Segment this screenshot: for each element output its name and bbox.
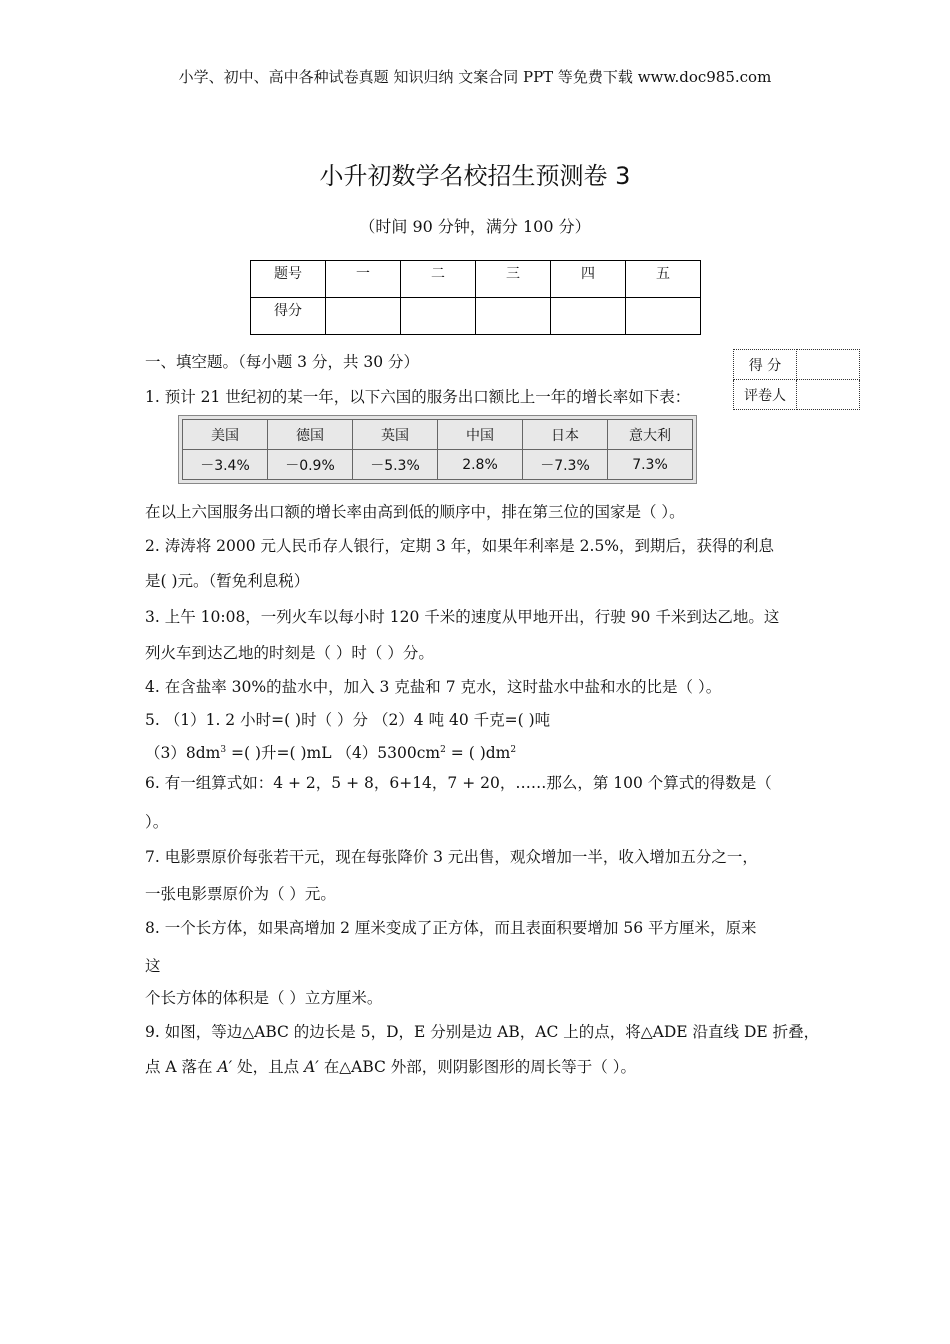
question-4: 4. 在含盐率 30%的盐水中，加入 3 克盐和 7 克水，这时盐水中盐和水的比是（ ）。 xyxy=(145,678,722,696)
score-cell[interactable] xyxy=(401,298,476,335)
country-cell: 日本 xyxy=(523,420,608,450)
page-title: 小升初数学名校招生预测卷 3 xyxy=(319,162,631,190)
rate-cell: 7.3% xyxy=(608,450,693,480)
question-7-cont: 一张电影票原价为（ ）元。 xyxy=(145,885,336,903)
question-6-cont: ）。 xyxy=(145,813,169,831)
growth-rate-table xyxy=(178,415,697,484)
score-col-3: 三 xyxy=(476,261,551,298)
score-col-2: 二 xyxy=(401,261,476,298)
grader-name-label: 评卷人 xyxy=(734,380,797,410)
score-table-header-label: 题号 xyxy=(251,261,326,298)
question-9-cont: 点 A 落在 A′ 处，且点 A′ 在△ABC 外部，则阴影图形的周长等于（ ）。 xyxy=(145,1058,636,1076)
question-5-cont: $(3)8dm^3$ =( )升=( )mL $(4)5300cm^2$ = ( )$dm^2$ xyxy=(145,744,517,762)
question-2-cont: 是( )元。（暂免利息税） xyxy=(145,572,310,590)
rate-cell: －5.3% xyxy=(353,450,438,480)
score-cell[interactable] xyxy=(626,298,701,335)
score-cell[interactable] xyxy=(326,298,401,335)
grader-score-cell[interactable] xyxy=(797,350,860,380)
a-prime-symbol: A′ xyxy=(304,1058,319,1076)
exam-subtitle: （时间 90 分钟，满分 100 分） xyxy=(359,217,591,236)
score-col-4: 四 xyxy=(551,261,626,298)
question-3-cont: 列火车到达乙地的时刻是（ ）时（ ）分。 xyxy=(145,644,434,662)
question-1-prompt: 在以上六国服务出口额的增长率由高到低的顺序中，排在第三位的国家是（ ）。 xyxy=(145,503,685,521)
country-cell: 意大利 xyxy=(608,420,693,450)
question-3: 3. 上午 10:08，一列火车以每小时 120 千米的速度从甲地开出，行驶 90 千米到达乙地。这 xyxy=(145,608,780,626)
country-cell: 美国 xyxy=(183,420,268,450)
rate-cell: －3.4% xyxy=(183,450,268,480)
rate-cell: －7.3% xyxy=(523,450,608,480)
score-cell[interactable] xyxy=(551,298,626,335)
question-1: 1. 预计 21 世纪初的某一年，以下六国的服务出口额比上一年的增长率如下表： xyxy=(145,388,691,406)
a-prime-symbol: A′ xyxy=(217,1058,233,1076)
question-9: 9. 如图，等边△ABC 的边长是 5，D，E 分别是边 AB，AC 上的点，将△ADE 沿直线 DE 折叠， xyxy=(145,1023,820,1041)
question-2: 2. 涛涛将 2000 元人民币存人银行，定期 3 年，如果年利率是 2.5%，到期后，获得的利息 xyxy=(145,537,775,555)
question-6: 6. 有一组算式如：4 + 2，5 + 8，6+14，7 + 20，……那么，第 100 个算式的得数是（ xyxy=(145,774,772,792)
score-col-5: 五 xyxy=(626,261,701,298)
question-5: 5. （1）1. 2 小时=( )时（ ）分 （2）4 吨 40 千克=( )吨 xyxy=(145,711,551,729)
question-7: 7. 电影票原价每张若干元，现在每张降价 3 元出售，观众增加一半，收入增加五分之一， xyxy=(145,848,758,866)
grader-box xyxy=(733,349,860,410)
score-row-label: 得分 xyxy=(251,298,326,335)
score-col-1: 一 xyxy=(326,261,401,298)
rate-cell: 2.8% xyxy=(438,450,523,480)
question-8-cont: 这 xyxy=(145,957,161,975)
question-8-cont2: 个长方体的体积是（ ）立方厘米。 xyxy=(145,989,383,1007)
site-header: 小学、初中、高中各种试卷真题 知识归纳 文案合同 PPT 等免费下载 www.doc985.com xyxy=(178,68,772,86)
score-cell[interactable] xyxy=(476,298,551,335)
score-table xyxy=(250,260,701,335)
rate-cell: －0.9% xyxy=(268,450,353,480)
grader-score-label: 得 分 xyxy=(734,350,797,380)
country-cell: 英国 xyxy=(353,420,438,450)
country-cell: 德国 xyxy=(268,420,353,450)
question-8: 8. 一个长方体，如果高增加 2 厘米变成了正方体，而且表面积要增加 56 平方厘米，原来 xyxy=(145,919,757,937)
country-cell: 中国 xyxy=(438,420,523,450)
section-heading: 一、填空题。（每小题 3 分，共 30 分） xyxy=(145,353,420,371)
grader-name-cell[interactable] xyxy=(797,380,860,410)
